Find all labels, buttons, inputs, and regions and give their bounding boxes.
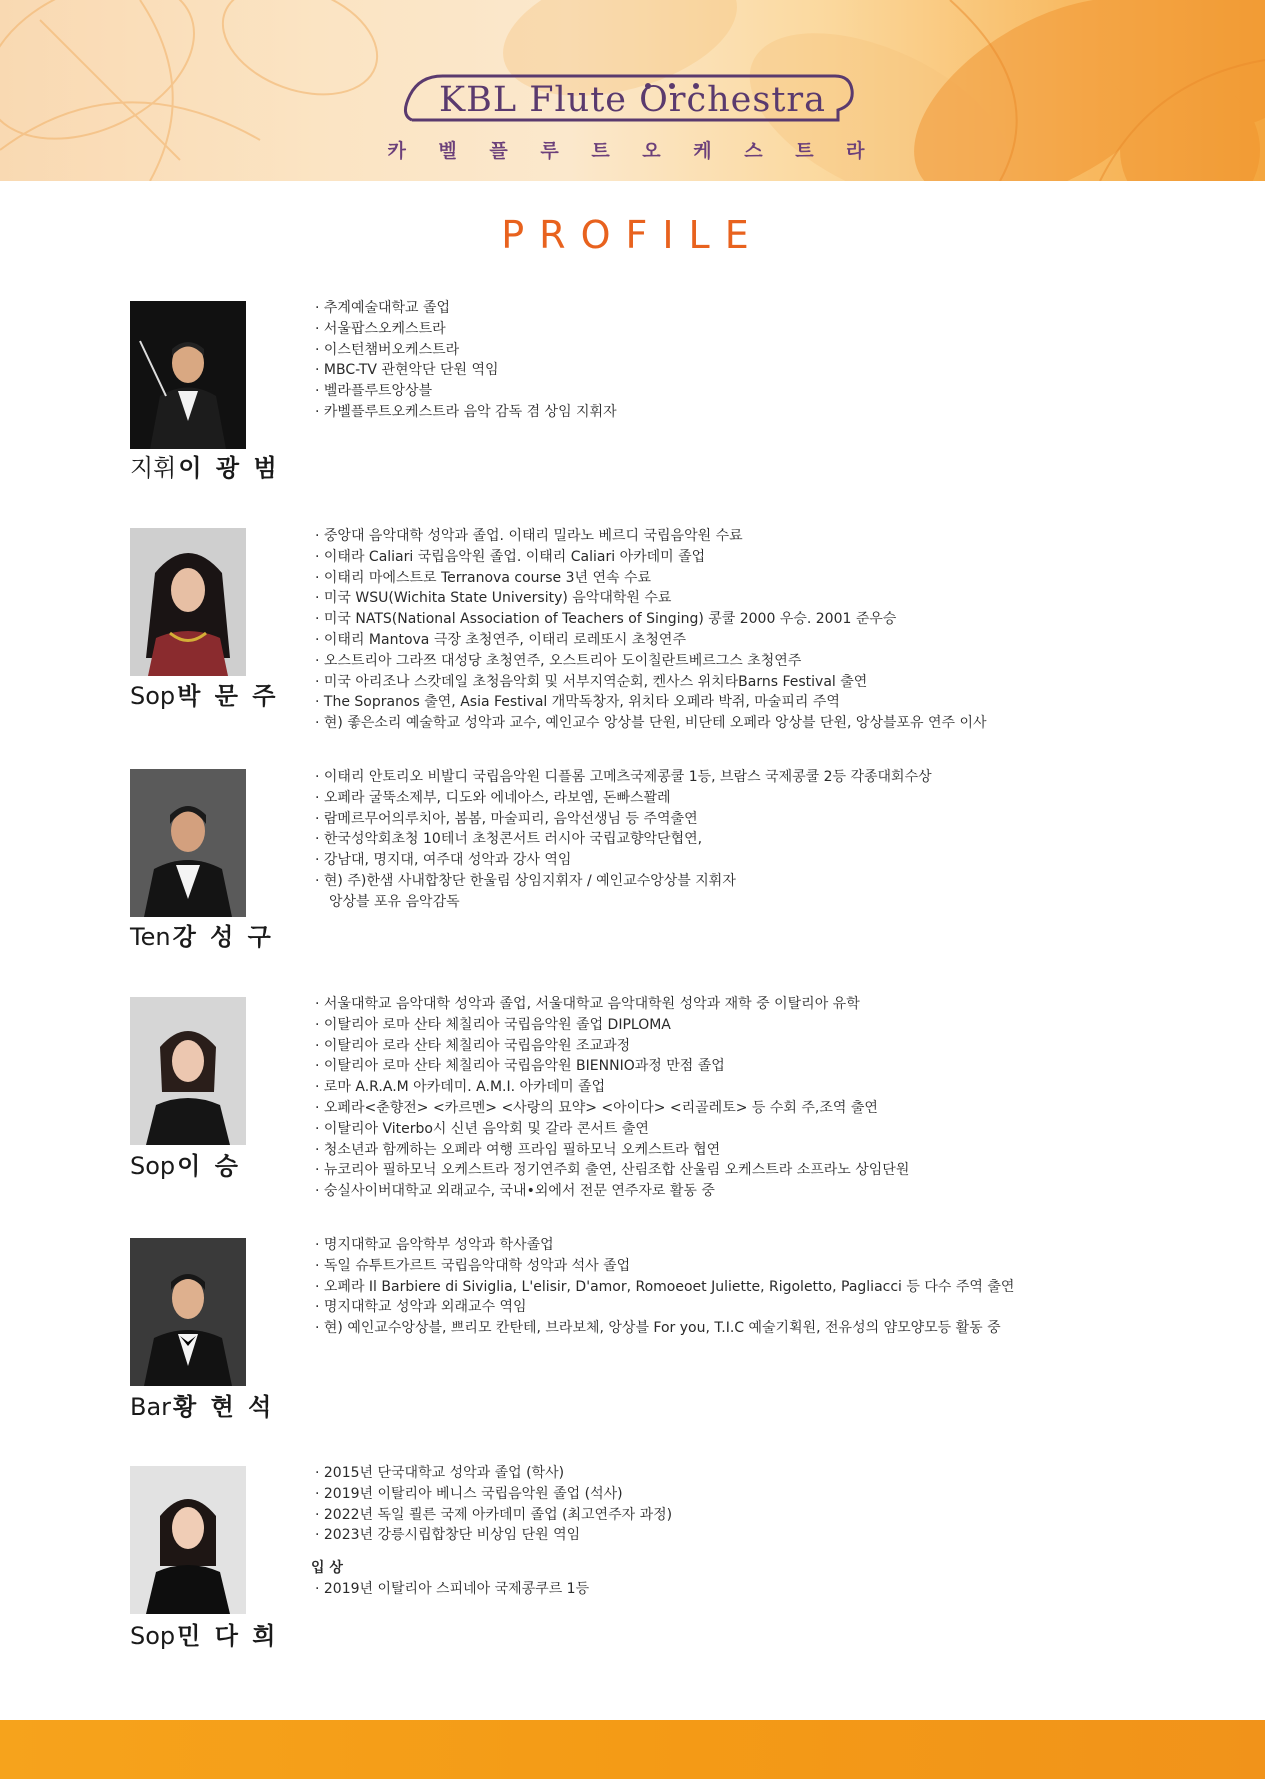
- profile-bio-4: [315, 994, 1215, 1202]
- profile-role: Sop: [130, 1152, 176, 1180]
- profile-name-1: [130, 453, 330, 483]
- bio-item: · 명지대학교 음악학부 성악과 학사졸업: [315, 1237, 554, 1253]
- bio-item: · 벨라플루트앙상블: [315, 383, 433, 400]
- bio-item: · 이태라 Caliari 국립음악원 졸업. 이태리 Caliari 아카데미 졸업: [315, 548, 706, 565]
- profile-person-name: 이 승: [177, 1152, 241, 1180]
- bio-item: · 뉴코리아 필하모닉 오케스트라 정기연주회 출연, 산림조합 산울림 오케스트라 소프라노 상임단원: [315, 1162, 910, 1179]
- page-title: PROFILE: [501, 213, 764, 257]
- bio-item: · 미국 NATS(National Association of Teachers of Singing) 콩쿨 2000 우승. 2001 준우승: [315, 611, 897, 628]
- profile-role: Sop: [130, 1622, 176, 1650]
- bio-item: · 중앙대 음악대학 성악과 졸업. 이태리 밀라노 베르디 국립음악원 수료: [315, 528, 743, 544]
- bio-item: · 카벨플루트오케스트라 음악 감독 겸 상임 지휘자: [315, 403, 617, 420]
- profile-bio-5: [315, 1235, 1215, 1339]
- bio-item: · 이태리 마에스트로 Terranova course 3년 연속 수료: [315, 569, 652, 586]
- bio-item: · 오페라 Il Barbiere di Siviglia, L'elisir, D'amor, Romoeoet Juliette, Rigoletto, Pagliacci 등 다수 주역 출연: [315, 1278, 1015, 1295]
- footer-bar: [0, 1720, 1265, 1779]
- bio-item: · 명지대학교 성악과 외래교수 역임: [315, 1299, 527, 1316]
- profile-photo-tenor: [130, 769, 246, 917]
- profile-role: Ten: [130, 923, 171, 951]
- bio-item: · 숭실사이버대학교 외래교수, 국내•외에서 전문 연주자로 활동 중: [315, 1183, 715, 1200]
- bio-item: · 2023년 강릉시립합창단 비상임 단원 역임: [315, 1527, 581, 1544]
- profile-photo-conductor: [130, 301, 246, 449]
- bio-item: 앙상블 포유 음악감독: [329, 893, 460, 910]
- bio-item: · 서울팝스오케스트라: [315, 320, 446, 337]
- profile-person-name: 강 성 구: [172, 923, 274, 951]
- bio-item: · 미국 WSU(Wichita State University) 음악대학원 수료: [315, 590, 672, 607]
- bio-item: · The Sopranos 출연, Asia Festival 개막독창자, 위치타 오페라 박쥐, 마술피리 주역: [315, 694, 840, 711]
- awards-heading: 입 상: [311, 1560, 343, 1577]
- bio-item: · 오페라 굴뚝소제부, 디도와 에네아스, 라보엠, 돈빠스꽐레: [315, 789, 671, 806]
- profile-bio-3: [315, 767, 1215, 913]
- bio-item: · 람메르무어의루치아, 봄봄, 마술피리, 음악선생님 등 주역출연: [315, 810, 698, 827]
- bio-item: · 2022년 독일 쾰른 국제 아카데미 졸업 (최고연주자 과정): [315, 1506, 673, 1523]
- bio-item: · 현) 예인교수앙상블, 쁘리모 칸탄테, 브라보체, 앙상블 For you, T.I.C 예술기획원, 전유성의 얌모양모등 활동 중: [315, 1320, 1001, 1337]
- profile-role: Bar: [130, 1393, 172, 1421]
- bio-item: · 오페라<춘향전> <카르멘> <사랑의 묘약> <아이다> <리골레토> 등 수회 주,조역 출연: [315, 1099, 878, 1116]
- profile-name-2: [130, 681, 330, 711]
- bio-item: · 현) 주)한샘 사내합창단 한울림 상임지휘자 / 예인교수앙상블 지휘자: [315, 872, 736, 889]
- bio-item: · 강남대, 명지대, 여주대 성악과 강사 역임: [315, 852, 572, 869]
- bio-item: · 한국성악회초청 10테너 초청콘서트 러시아 국립교향악단협연,: [315, 831, 703, 848]
- orchestra-logo: [0, 0, 1265, 181]
- bio-item: · 오스트리아 그라쯔 대성당 초청연주, 오스트리아 도이칠란트베르그스 초청연주: [315, 652, 802, 669]
- bio-item: · MBC-TV 관현악단 단원 역임: [315, 362, 499, 379]
- header-banner: [0, 0, 1265, 181]
- profile-photo-soprano-1: [130, 528, 246, 676]
- profile-photo-soprano-2: [130, 997, 246, 1145]
- profile-name-5: [130, 1392, 330, 1422]
- bio-item: · 이탈리아 로마 산타 체칠리아 국립음악원 BIENNIO과정 만점 졸업: [315, 1058, 725, 1075]
- bio-item: · 추계예술대학교 졸업: [315, 300, 451, 316]
- profile-name-6: [130, 1621, 330, 1651]
- bio-item: · 이탈리아 Viterbo시 신년 음악회 및 갈라 콘서트 출연: [315, 1120, 649, 1137]
- profile-person-name: 민 다 희: [177, 1622, 279, 1650]
- bio-item: · 이스턴챔버오케스트라: [315, 341, 460, 358]
- bio-item: · 이태리 안토리오 비발디 국립음악원 디플롬 고메츠국제콩쿨 1등, 브람스 국제콩쿨 2등 각종대회수상: [315, 769, 932, 785]
- profile-bio-2: [315, 526, 1215, 734]
- profile-photo-baritone: [130, 1238, 246, 1386]
- profile-bio-6: [311, 1463, 1215, 1600]
- profile-role: 지휘: [130, 454, 177, 482]
- profile-name-3: [130, 922, 330, 952]
- bio-item: · 현) 좋은소리 예술학교 성악과 교수, 예인교수 앙상블 단원, 비단테 오페라 앙상블 단원, 앙상블포유 연주 이사: [315, 715, 987, 732]
- award-item: · 2019년 이탈리아 스피네아 국제콩쿠르 1등: [315, 1580, 590, 1597]
- profile-role: Sop: [130, 682, 176, 710]
- bio-item: · 2019년 이탈리아 베니스 국립음악원 졸업 (석사): [315, 1485, 623, 1502]
- profile-photo-soprano-3: [130, 1466, 246, 1614]
- profile-bio-1: [315, 298, 1215, 423]
- profile-person-name: 황 현 석: [173, 1393, 275, 1421]
- profile-person-name: 박 문 주: [177, 682, 279, 710]
- logo-title: KBL Flute Orchestra: [438, 80, 827, 120]
- bio-item: · 2015년 단국대학교 성악과 졸업 (학사): [315, 1465, 565, 1481]
- bio-item: · 서울대학교 음악대학 성악과 졸업, 서울대학교 음악대학원 성악과 재학 중 이탈리아 유학: [315, 996, 860, 1012]
- profile-name-4: [130, 1151, 330, 1181]
- bio-item: · 이탈리아 로마 산타 체칠리아 국립음악원 졸업 DIPLOMA: [315, 1016, 671, 1033]
- bio-item: · 독일 슈투트가르트 국립음악대학 성악과 석사 졸업: [315, 1257, 631, 1274]
- bio-item: · 이태리 Mantova 극장 초청연주, 이태리 로레또시 초청연주: [315, 631, 686, 648]
- bio-item: · 로마 A.R.A.M 아카데미. A.M.I. 아카데미 졸업: [315, 1079, 606, 1096]
- bio-item: · 이탈리아 로라 산타 체칠리아 국립음악원 조교과정: [315, 1037, 631, 1054]
- logo-subtitle: 카 벨 플 루 트 오 케 스 트 라: [387, 140, 878, 162]
- bio-item: · 미국 아리조나 스캇데일 초청음악회 및 서부지역순회, 켄사스 위치타Barns Festival 출연: [315, 673, 868, 690]
- profile-person-name: 이 광 범: [178, 454, 280, 482]
- bio-item: · 청소년과 함께하는 오페라 여행 프라임 필하모닉 오케스트라 협연: [315, 1141, 721, 1158]
